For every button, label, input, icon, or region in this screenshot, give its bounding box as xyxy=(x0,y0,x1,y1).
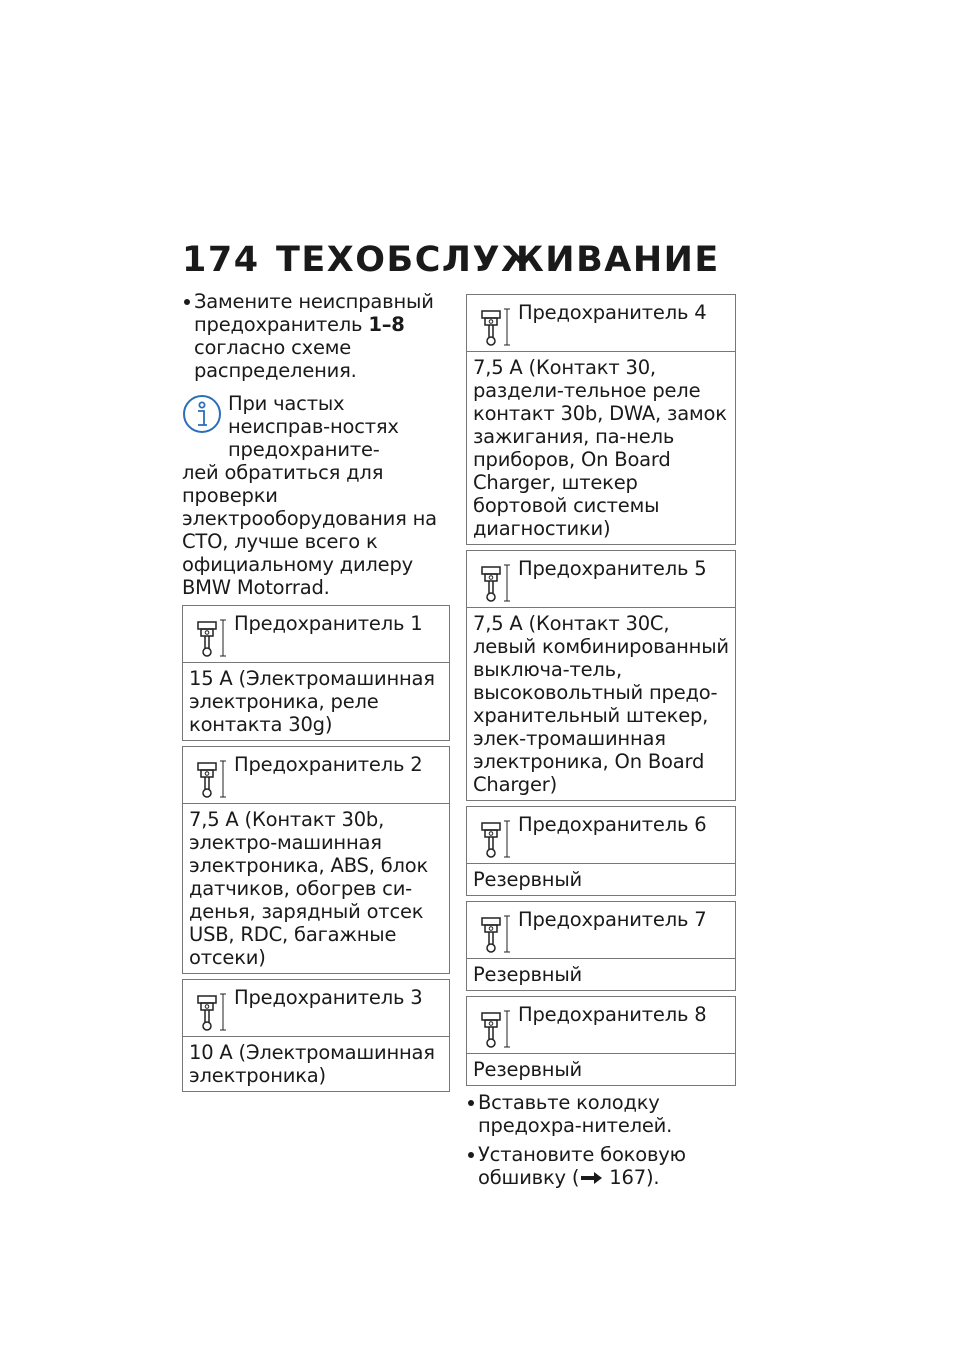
chapter-title: ТЕХОБСЛУЖИВАНИЕ xyxy=(276,240,720,280)
fuse-description: 7,5 A (Контакт 30, раздели-тельное реле контакт 30b, DWA, замок зажигания, па-нель приборов, On Board Charger, штекер бортовой системы диагностики) xyxy=(473,356,727,540)
fuse-box-7 xyxy=(466,901,736,991)
fuse-icon xyxy=(479,817,511,859)
fuse-name: Предохранитель 2 xyxy=(234,753,423,776)
fuse-icon xyxy=(479,305,511,347)
info-note xyxy=(182,392,450,599)
fuse-name: Предохранитель 7 xyxy=(518,908,707,931)
info-icon xyxy=(182,394,222,434)
fuse-description: Резервный xyxy=(473,963,583,986)
fuse-icon xyxy=(195,616,227,658)
page-reference[interactable]: ( 167). xyxy=(571,1166,660,1189)
fuse-range: 1–8 xyxy=(368,313,405,336)
info-text-first: При частых неисправ-ностях предохраните- xyxy=(228,392,399,461)
fuse-description: 7,5 A (Контакт 30b, электро-машинная электроника, ABS, блок датчиков, обогрев си-денья, зарядный отсек USB, RDC, багажные отсеки) xyxy=(189,808,429,969)
fuse-icon xyxy=(479,1007,511,1049)
fuse-name: Предохранитель 8 xyxy=(518,1003,707,1026)
left-column xyxy=(182,290,450,1097)
page-number: 174 xyxy=(182,240,260,280)
fuse-name: Предохранитель 1 xyxy=(234,612,423,635)
fuse-name: Предохранитель 4 xyxy=(518,301,707,324)
bullet-insert-fuse-block: Вставьте колодку предохра-нителей. xyxy=(466,1091,736,1137)
right-column xyxy=(466,294,736,1195)
fuse-icon xyxy=(479,561,511,603)
info-text-rest: лей обратиться для проверки электрооборудования на СТО, лучше всего к официальному дилеру BMW Motorrad. xyxy=(182,461,437,599)
fuse-name: Предохранитель 6 xyxy=(518,813,707,836)
fuse-description: 10 A (Электромашинная электроника) xyxy=(189,1041,435,1087)
fuse-name: Предохранитель 3 xyxy=(234,986,423,1009)
fuse-description: 15 A (Электромашинная электроника, реле контакта 30g) xyxy=(189,667,435,736)
bullet-install-side-panel: Установите боковую обшивку ( 167). xyxy=(466,1143,736,1189)
fuse-box-4 xyxy=(466,294,736,545)
fuse-name: Предохранитель 5 xyxy=(518,557,707,580)
fuse-box-8 xyxy=(466,996,736,1086)
fuse-icon xyxy=(195,757,227,799)
fuse-description: Резервный xyxy=(473,868,583,891)
fuse-icon xyxy=(479,912,511,954)
fuse-box-5 xyxy=(466,550,736,801)
bullet-replace-fuse: Замените неисправный предохранитель 1–8 согласно схеме распределения. xyxy=(182,290,450,382)
fuse-box-1 xyxy=(182,605,450,741)
arrow-right-icon xyxy=(579,1171,603,1185)
fuse-box-2 xyxy=(182,746,450,974)
fuse-box-3 xyxy=(182,979,450,1092)
fuse-icon xyxy=(195,990,227,1032)
fuse-box-6 xyxy=(466,806,736,896)
fuse-description: Резервный xyxy=(473,1058,583,1081)
fuse-description: 7,5 A (Контакт 30C, левый комбинированный выключа-тель, высоковольтный предо-хранительный штекер, элек-тромашинная электроника, On Board Charger) xyxy=(473,612,729,796)
